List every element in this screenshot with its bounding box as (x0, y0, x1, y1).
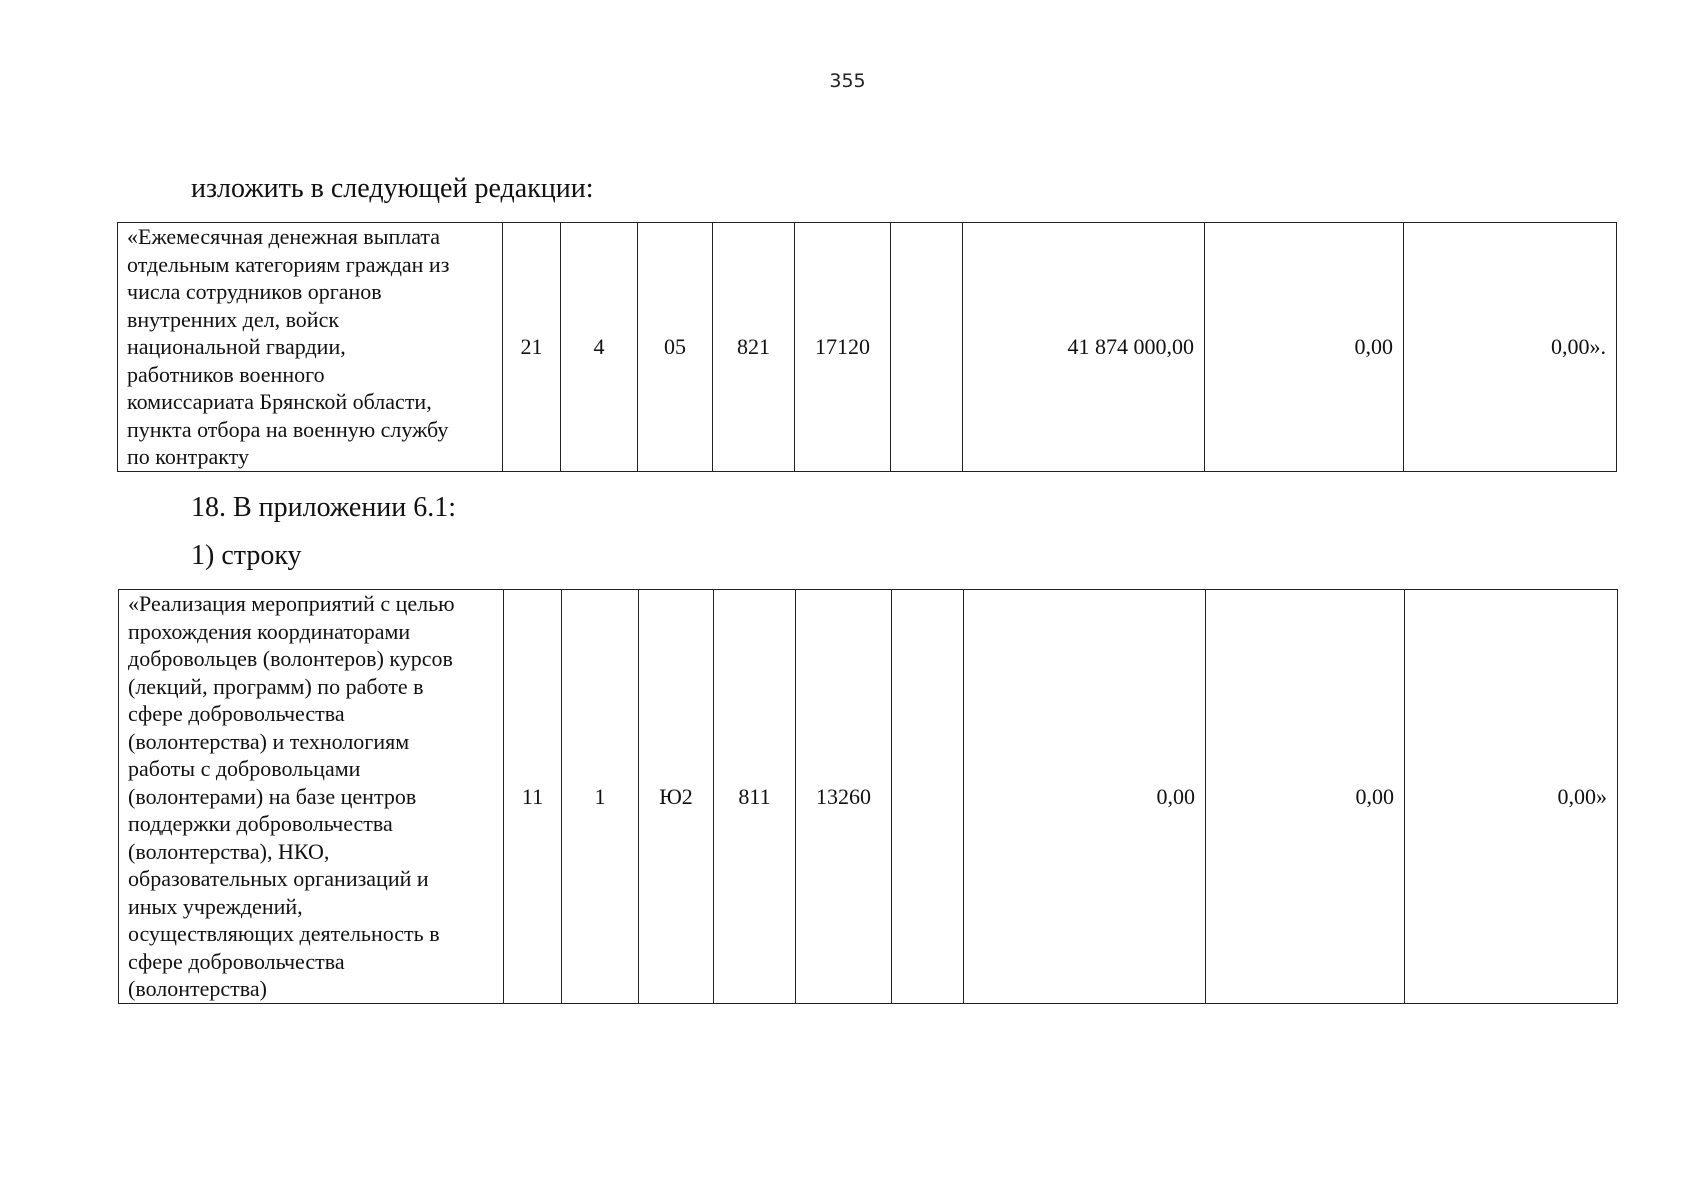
cell-sum-2: 0,00 (1205, 223, 1404, 472)
cell-sum-3: 0,00» (1405, 590, 1618, 1004)
cell-code-6 (892, 590, 964, 1004)
budget-table-row-1 (117, 222, 1617, 472)
cell-code-1: 21 (503, 223, 561, 472)
page-number: 355 (829, 70, 866, 92)
cell-code-2: 1 (562, 590, 639, 1004)
row-description: «Ежемесячная денежная выплата отдельным категориям граждан из числа сотрудников органов внутренних дел, войск национальной гвардии, работников военного комиссариата Брянской области, пункта отбора на военную службу по контракту (118, 223, 503, 472)
table-row (119, 590, 1618, 1004)
section-heading: 18. В приложении 6.1: (191, 492, 457, 523)
cell-sum-2: 0,00 (1206, 590, 1405, 1004)
cell-code-3: Ю2 (639, 590, 714, 1004)
cell-code-5: 17120 (795, 223, 891, 472)
cell-code-4: 821 (713, 223, 795, 472)
cell-code-6 (891, 223, 963, 472)
cell-code-4: 811 (714, 590, 796, 1004)
cell-sum-3: 0,00». (1404, 223, 1617, 472)
cell-sum-1: 0,00 (964, 590, 1206, 1004)
cell-code-1: 11 (504, 590, 562, 1004)
intro-text: изложить в следующей редакции: (191, 173, 594, 204)
cell-code-3: 05 (638, 223, 713, 472)
subitem-text: 1) строку (191, 540, 302, 571)
cell-code-5: 13260 (796, 590, 892, 1004)
cell-code-2: 4 (561, 223, 638, 472)
row-description: «Реализация мероприятий с целью прохождения координаторами добровольцев (волонтеров) курсов (лекций, программ) по работе в сфере добровольчества (волонтерства) и технологиям работы с добровольцами (волонтерами) на базе центров поддержки добровольчества (волонтерства), НКО, образовательных организаций и иных учреждений, осуществляющих деятельность в сфере добровольчества (волонтерства) (119, 590, 504, 1004)
table-row (118, 223, 1617, 472)
cell-sum-1: 41 874 000,00 (963, 223, 1205, 472)
budget-table-row-2 (118, 589, 1618, 1004)
